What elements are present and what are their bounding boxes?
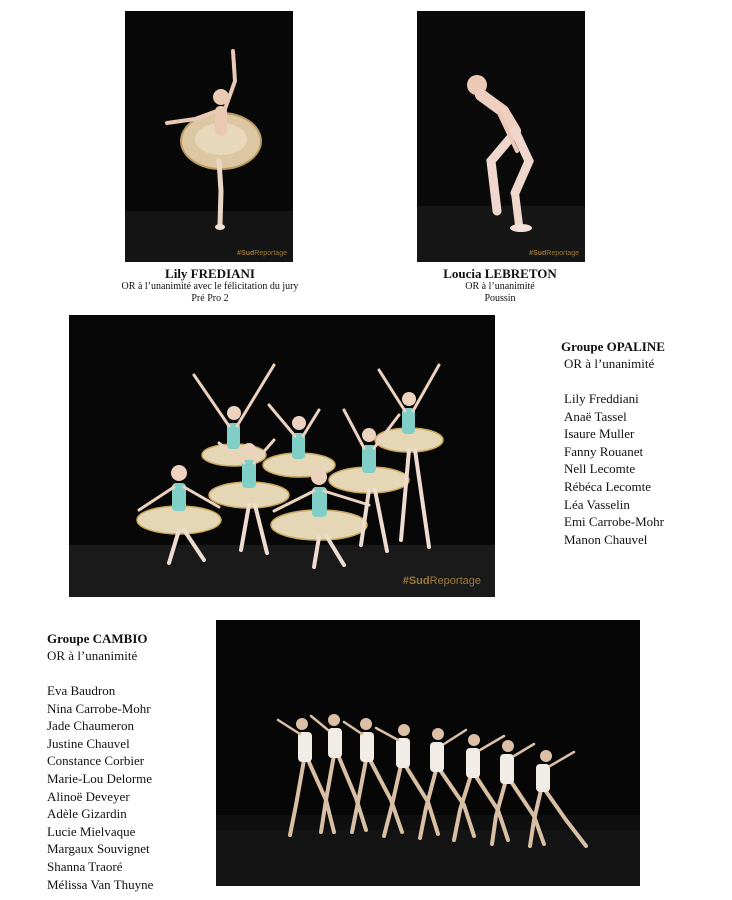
- group-tutu-illustration: [69, 315, 495, 597]
- watermark: #SudReportage: [402, 575, 481, 587]
- list-item: Justine Chauvel: [47, 735, 130, 751]
- list-item: Marie-Lou Delorme: [47, 770, 153, 786]
- group-award: OR à l’unanimité: [564, 356, 655, 371]
- award-text: OR à l’unanimité avec le félicitation du jury: [121, 281, 299, 293]
- list-item: Emi Carrobe-Mohr: [564, 514, 665, 530]
- list-item: Nina Carrobe-Mohr: [47, 700, 151, 716]
- list-item: Rébéca Lecomte: [564, 478, 651, 494]
- group-opaline-info: [561, 339, 726, 548]
- photo-groupe-opaline: [69, 315, 495, 597]
- list-item: Alinoë Deveyer: [47, 788, 130, 804]
- watermark: #SudReportage: [529, 250, 579, 257]
- list-item: Constance Corbier: [47, 753, 145, 769]
- member-list: [47, 682, 212, 893]
- category-text: Poussin: [484, 293, 516, 305]
- list-item: Fanny Rouanet: [564, 443, 644, 459]
- caption-loucia-lebreton: [400, 266, 600, 305]
- group-title: Groupe OPALINE: [561, 339, 665, 354]
- caption-lily-frediani: [95, 266, 325, 305]
- list-item: Lucie Mielvaque: [47, 823, 136, 839]
- member-list: [561, 390, 726, 548]
- list-item: Nell Lecomte: [564, 461, 636, 477]
- list-item: Manon Chauvel: [564, 531, 648, 547]
- group-cambio-info: [47, 631, 212, 893]
- photo-groupe-cambio: [216, 620, 640, 886]
- photo-loucia-lebreton: [417, 11, 585, 262]
- dancer-crouch-illustration: [417, 11, 585, 262]
- group-award: OR à l’unanimité: [47, 648, 138, 663]
- photo-lily-frediani: [125, 11, 293, 262]
- dancer-name: Loucia LEBRETON: [443, 266, 557, 281]
- list-item: Eva Baudron: [47, 683, 116, 698]
- list-item: Léa Vasselin: [564, 496, 630, 512]
- category-text: Pré Pro 2: [191, 293, 229, 305]
- list-item: Isaure Muller: [564, 426, 635, 442]
- watermark: #SudReportage: [237, 250, 287, 257]
- list-item: Margaux Souvignet: [47, 841, 150, 857]
- dancer-name: Lily FREDIANI: [165, 266, 255, 281]
- award-text: OR à l’unanimité: [465, 281, 535, 293]
- list-item: Lily Freddiani: [564, 391, 639, 406]
- dancer-tutu-illustration: [125, 11, 293, 262]
- list-item: Jade Chaumeron: [47, 718, 135, 734]
- list-item: Shanna Traoré: [47, 858, 123, 874]
- list-item: Mélissa Van Thuyne: [47, 876, 154, 892]
- group-title: Groupe CAMBIO: [47, 631, 148, 646]
- list-item: Anaë Tassel: [564, 408, 627, 424]
- list-item: Adèle Gizardin: [47, 806, 127, 822]
- group-line-illustration: [216, 620, 640, 886]
